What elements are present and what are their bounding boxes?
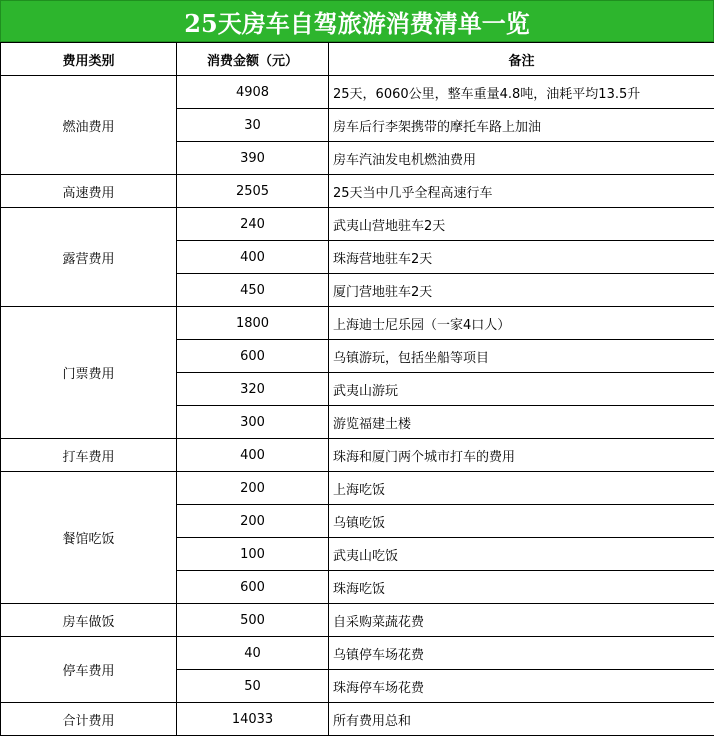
amount-cell: 4908: [177, 76, 329, 109]
table-row: [1, 604, 714, 637]
note-cell: 25天当中几乎全程高速行车: [329, 175, 714, 208]
note-cell: 房车汽油发电机燃油费用: [329, 142, 714, 175]
note-cell: 乌镇游玩，包括坐船等项目: [329, 340, 714, 373]
category-cell: 燃油费用: [1, 76, 177, 175]
table-row: [1, 637, 714, 670]
amount-cell: 600: [177, 571, 329, 604]
amount-cell: 200: [177, 472, 329, 505]
category-cell: 打车费用: [1, 439, 177, 472]
note-cell: 房车后行李架携带的摩托车路上加油: [329, 109, 714, 142]
note-cell: 珠海停车场花费: [329, 670, 714, 703]
category-cell: 餐馆吃饭: [1, 472, 177, 604]
note-cell: 上海迪士尼乐园（一家4口人）: [329, 307, 714, 340]
category-cell: 高速费用: [1, 175, 177, 208]
table-row: [1, 439, 714, 472]
category-cell: 露营费用: [1, 208, 177, 307]
table-row: [1, 175, 714, 208]
amount-cell: 40: [177, 637, 329, 670]
amount-cell: 14033: [177, 703, 329, 736]
note-cell: 乌镇停车场花费: [329, 637, 714, 670]
note-cell: 游览福建土楼: [329, 406, 714, 439]
note-cell: 上海吃饭: [329, 472, 714, 505]
note-cell: 自采购菜蔬花费: [329, 604, 714, 637]
note-cell: 25天，6060公里，整车重量4.8吨，油耗平均13.5升: [329, 76, 714, 109]
header-row: [1, 43, 714, 76]
note-cell: 珠海和厦门两个城市打车的费用: [329, 439, 714, 472]
table-row: [1, 208, 714, 241]
amount-cell: 400: [177, 241, 329, 274]
note-cell: 武夷山吃饭: [329, 538, 714, 571]
amount-cell: 50: [177, 670, 329, 703]
note-cell: 武夷山游玩: [329, 373, 714, 406]
category-cell: 房车做饭: [1, 604, 177, 637]
header-category: 费用类别: [1, 43, 177, 76]
amount-cell: 300: [177, 406, 329, 439]
amount-cell: 240: [177, 208, 329, 241]
category-cell: 门票费用: [1, 307, 177, 439]
amount-cell: 600: [177, 340, 329, 373]
amount-cell: 320: [177, 373, 329, 406]
amount-cell: 2505: [177, 175, 329, 208]
note-cell: 所有费用总和: [329, 703, 714, 736]
amount-cell: 390: [177, 142, 329, 175]
table-row: [1, 307, 714, 340]
category-cell: 合计费用: [1, 703, 177, 736]
amount-cell: 30: [177, 109, 329, 142]
expense-table: [0, 42, 714, 736]
note-cell: 珠海吃饭: [329, 571, 714, 604]
table-row: [1, 472, 714, 505]
note-cell: 厦门营地驻车2天: [329, 274, 714, 307]
table-row: [1, 703, 714, 736]
note-cell: 乌镇吃饭: [329, 505, 714, 538]
expense-body: [1, 76, 714, 736]
note-cell: 武夷山营地驻车2天: [329, 208, 714, 241]
table-row: [1, 76, 714, 109]
sheet-title: 25天房车自驾旅游消费清单一览: [0, 0, 714, 42]
note-cell: 珠海营地驻车2天: [329, 241, 714, 274]
amount-cell: 200: [177, 505, 329, 538]
category-cell: 停车费用: [1, 637, 177, 703]
header-note: 备注: [329, 43, 714, 76]
header-amount: 消费金额（元）: [177, 43, 329, 76]
amount-cell: 450: [177, 274, 329, 307]
amount-cell: 400: [177, 439, 329, 472]
amount-cell: 100: [177, 538, 329, 571]
amount-cell: 1800: [177, 307, 329, 340]
amount-cell: 500: [177, 604, 329, 637]
